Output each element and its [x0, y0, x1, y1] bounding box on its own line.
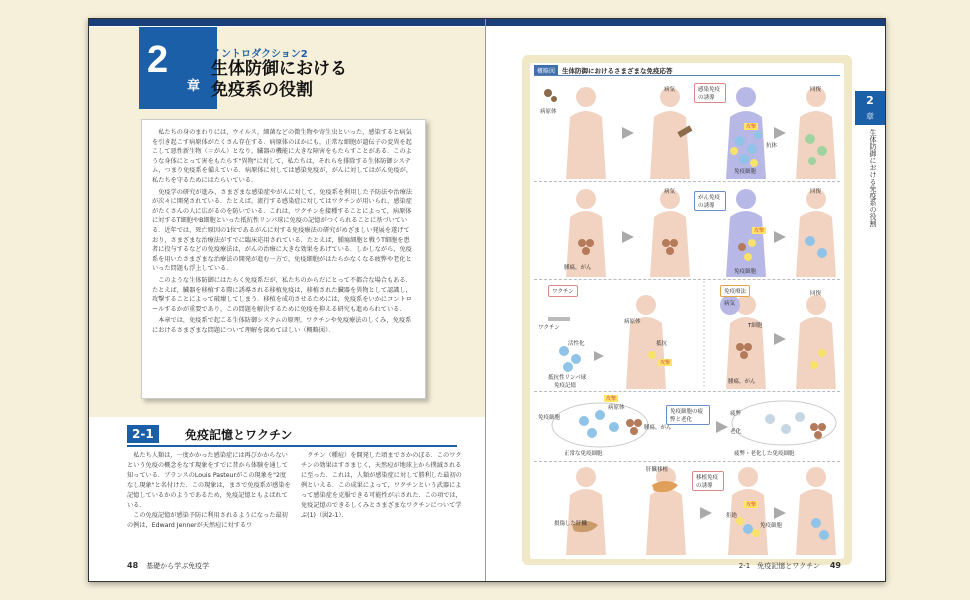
page-number: 48	[127, 561, 139, 570]
side-tab-text: 生体防御における免疫系の役割	[869, 129, 877, 227]
side-tab-number: 2	[855, 91, 885, 111]
label: 回復	[810, 189, 822, 195]
figure-row-vaccine-therapy	[534, 281, 840, 392]
intro-paragraph: このような生体防御にはたらく免疫系だが，私たちのからだにとって不都合な場合もある．たとえば，臓器を移植する際に誘導される移植免疫は，移植された臓器を異物として認識し，攻撃することによって破壊してしまう．移植を成功させるためには，免疫系をいかにコントロールするかが重要であり，この問題を解決するために免疫を抑える研究も進められている．	[152, 276, 412, 313]
label: 老化	[730, 429, 742, 435]
top-bar	[486, 19, 885, 26]
overview-figure	[522, 55, 852, 565]
section-number: 2-1	[127, 425, 159, 443]
label: 病気	[664, 87, 676, 93]
row-tag: 感染免疫の誘導	[694, 83, 726, 103]
label: 活性化	[568, 341, 585, 347]
label: 免疫細胞	[538, 415, 561, 421]
figure-panel	[530, 63, 844, 559]
intro-paragraph: 免疫学の研究が進み，さまざまな感染症やがんに対して，免疫系を利用した予防法や治療法が次々に開発されている．たとえば，流行する感染症に対してはワクチンが用いられ，感染症がたくさんの人に広がるのを防いでいる．これは，ワクチンを接種することによって，病原体に対するT細胞やB細胞といった抵抗性リンパ球に免疫の記憶がつくられることに基づいている．近年では，死亡原因の1位であるがんに対する免疫療法の研究がめざましい発展を遂げており，さまざまな治療法がすでに臨床応用されている．たとえば，腫瘍細胞と戦うT細胞を患者に投与するなどの免疫療法は，がんの治療に大きな効果をあげている．しかしながら，免疫系を用いたさまざまな治療法の開発が進む一方で，免疫細胞がはたらかなくなる疲弊や老化といった問題も浮上している．	[152, 188, 413, 273]
label: 損傷した肝臓	[554, 521, 588, 527]
body-column-2	[301, 451, 466, 521]
label: 腫瘍，がん	[564, 265, 592, 271]
body-paragraph: クチン（種痘）を開発した頃までさかのぼる．このワクチンの効果はすさまじく，天然痘が地球上から撲滅されるに至った．これは，人類が感染症に対して勝利した最初の例といえる．この成果によって，ワクチンという武器によって感染症を克服できる可能性が示された．この項では，免疫記憶のできるしくみとさまざまなワクチンについて学ぶ(1)（図2-1）．	[301, 452, 462, 519]
chapter-box	[139, 27, 217, 109]
row-tag: ワクチン	[548, 285, 578, 297]
chapter-title	[211, 59, 381, 101]
intro-box	[141, 119, 426, 399]
label: 免疫細胞	[760, 523, 783, 529]
label: 免疫細胞	[734, 269, 757, 275]
figure-title: 生体防御におけるさまざまな免疫応答	[562, 67, 673, 75]
chapter-title-line1: 生体防御における	[211, 59, 347, 79]
figure-row-infection	[534, 79, 840, 182]
label: 抵抗	[656, 341, 668, 347]
book-spread	[88, 18, 886, 582]
figure-row-cancer	[534, 183, 840, 280]
row-tag: がん免疫の誘導	[694, 191, 726, 211]
label: 抵抗性リンパ球	[548, 375, 587, 381]
left-folio	[127, 561, 209, 571]
top-bar	[89, 19, 485, 26]
attack-label: 攻撃	[606, 396, 617, 402]
attack-label: 攻撃	[660, 360, 671, 366]
figure-title-rule	[534, 75, 840, 76]
figure-label: 概略図	[534, 65, 558, 76]
right-folio	[739, 561, 849, 571]
row-tag: 免疫療法	[720, 285, 750, 297]
attack-label: 攻撃	[746, 502, 757, 508]
transplant-illustration	[534, 463, 840, 555]
label: 肝臓移植	[646, 467, 669, 473]
attack-label: 攻撃	[754, 228, 765, 234]
book-title: 基礎から学ぶ免疫学	[146, 562, 210, 570]
chapter-number: 2	[147, 39, 169, 81]
label: ワクチン	[538, 325, 560, 331]
chapter-unit: 章	[187, 79, 201, 94]
label: 免疫細胞	[734, 169, 757, 175]
label: 回復	[810, 87, 822, 93]
label: 正常な免疫細胞	[564, 451, 603, 457]
label: 腫瘍，がん	[644, 425, 672, 431]
section-title: 免疫記憶とワクチン	[185, 428, 293, 442]
label: 免疫記憶	[554, 383, 577, 389]
label: 疲弊・老化した免疫細胞	[734, 451, 795, 457]
label: 抗体	[766, 143, 778, 149]
label: 回復	[810, 291, 822, 297]
body-paragraph: この免疫記憶が感染予防に利用されるようになった最初の例は，Edward Jennerが天然痘に対するワ	[127, 512, 288, 529]
row-tag: 移植免疫の誘導	[692, 471, 724, 491]
page-number: 49	[829, 561, 841, 570]
label: T細胞	[748, 323, 763, 329]
body-paragraph: 私たち人類は，一度かかった感染症には再びかからないという免疫の概念をなす現象をすでに昔から体験を通して知っている．ブランスのLouis Pasteurがこの現象を"2度なし現象"と名付けた．この現象は，まさで免疫系が感染を記憶しているかのようであるため，免疫記憶ともよばれている．	[127, 452, 291, 509]
intro-paragraph: 私たちの身のまわりには，ウイルス，細菌などの微生物や寄生虫といった，感染すると病気を引き起こす病原体がたくさん存在する．病原体のほかにも，正常な細胞が遺伝子の変異を起こして悪性新生物（＝がん）となり，臓器の機能に大きな障害をもたらすことがある．このような身体にとって害をもたらす"異物"に対して，私たちは，それらを排除する生体防御システム，つまり免疫系を備えている．病原体に対しては感染免疫が，がんに対してはがん免疫が，私たちを守るためにはたらいている．	[152, 129, 413, 184]
intro-paragraph: 本章では，免疫系で起こる生体防御システムの原理，ワクチンや免疫療法のしくみ，免疫系におけるさまざまな問題について理解を深めてほしい（概略図）．	[152, 317, 412, 334]
label: 病気	[724, 301, 736, 307]
infection-illustration	[534, 79, 840, 179]
right-page	[486, 19, 885, 581]
row-tag: 免疫細胞の疲弊と老化	[666, 405, 710, 425]
left-page	[89, 19, 486, 581]
label: 病気	[664, 189, 676, 195]
body-column-1	[127, 451, 292, 531]
figure-row-transplant	[534, 463, 840, 555]
label: 疲弊	[730, 411, 742, 417]
label: 拒絶	[726, 513, 738, 519]
section-running-head: 2-1 免疫記憶とワクチン	[738, 562, 820, 570]
side-tab-unit: 章	[855, 111, 885, 125]
label: 病原体	[608, 405, 625, 411]
figure-row-exhaustion	[534, 393, 840, 462]
label: 腫瘍，がん	[728, 379, 756, 385]
chapter-title-line2: 免疫系の役割	[211, 80, 313, 100]
section-heading	[127, 423, 457, 447]
label: 病原体	[540, 109, 557, 115]
label: 病原体	[624, 319, 641, 325]
chapter-subtitle: イントロダクション2	[211, 49, 308, 60]
attack-label: 攻撃	[746, 124, 757, 130]
